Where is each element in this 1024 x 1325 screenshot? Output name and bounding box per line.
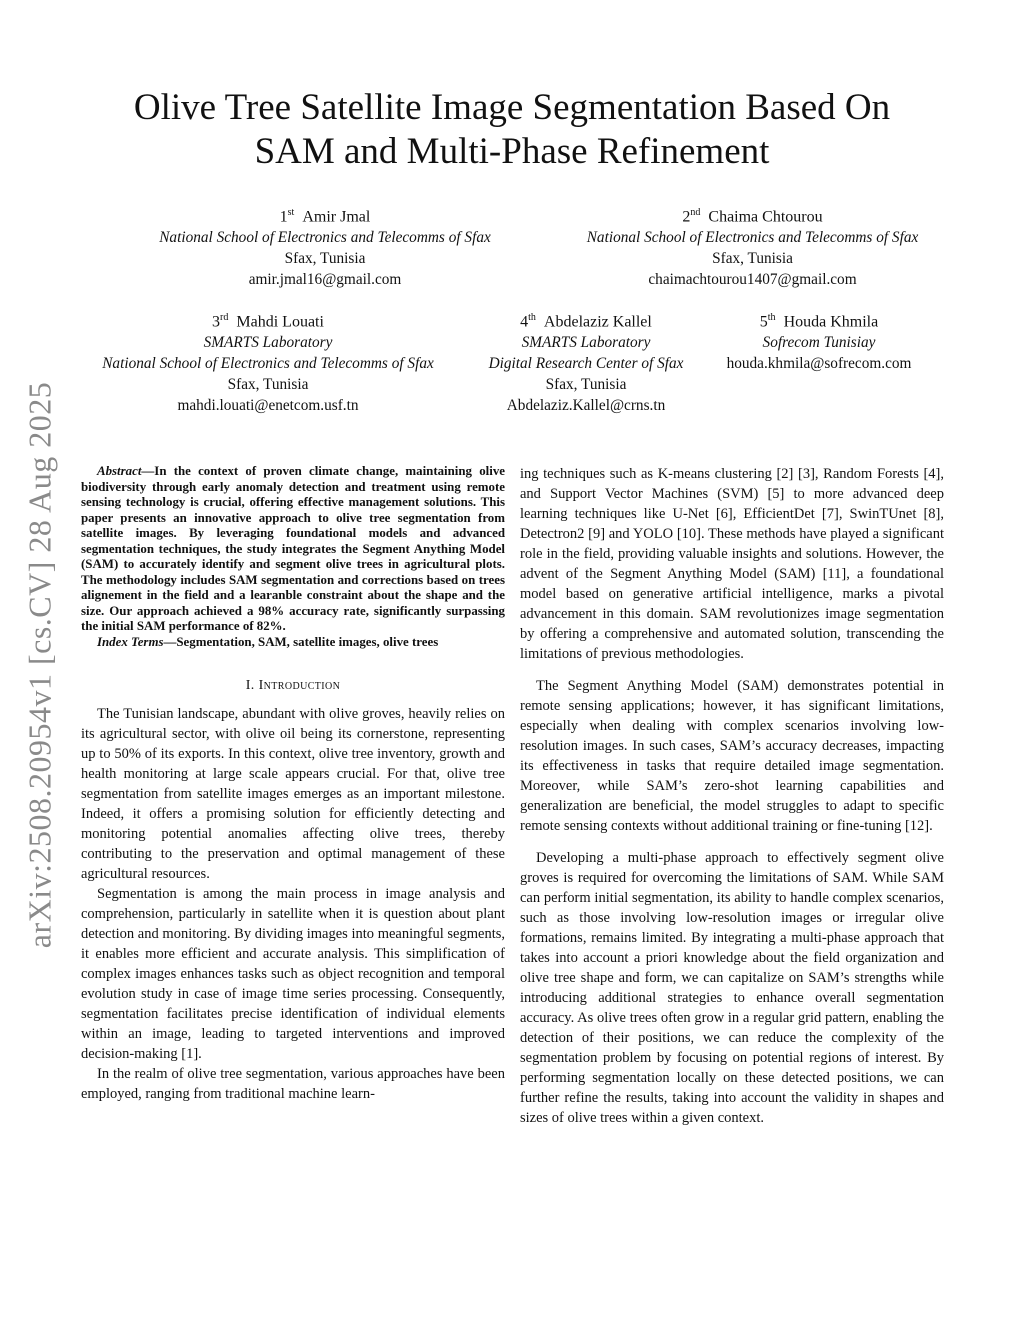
section-title: Introduction [258,678,341,693]
author-name: Mahdi Louati [236,313,324,331]
author-ordinal: 1 [279,208,288,226]
author-affiliation: National School of Electronics and Telecomms of Sfax [102,355,434,373]
right-paragraph-2: The Segment Anything Model (SAM) demonstrates potential in remote sensing applications; however, it has significant limitations, especially when dealing with complex scenarios involving low-resolution images. In such cases, SAM’s accuracy decreases, impacting its effectiveness in tasks that require detailed image segmentation. Moreover, while SAM’s zero-shot learning capabilities and generalization are beneficial, the model struggles to adapt to specific remote sensing contexts without additional training or fine-tuning [12]. [520,678,944,834]
left-column [81,464,505,1104]
author-ordinal: 2 [682,208,691,226]
author-email: mahdi.louati@enetcom.usf.tn [177,397,359,415]
author-2 [555,202,950,290]
author-city: Sfax, Tunisia [284,250,366,268]
author-ordinal: 5 [759,313,768,331]
author-email: chaimachtourou1407@gmail.com [648,271,857,289]
author-affiliation: Sofrecom Tunisiay [762,334,876,352]
section-heading [81,676,505,696]
intro-paragraph-2: Segmentation is among the main process in image analysis and comprehension, particularly in satellite when it is question about plant detection and monitoring. By dividing images into meaningful segments, it enables more efficient and accurate analysis. This simplification of complex images enhances tasks such as object recognition and temporal evolution study in case of image time series processing. Consequently, segmentation facilitates precise identification of individual elements within an image, leading to targeted interventions and improved decision-making [1]. [81,886,505,1062]
section-numeral: I. [245,678,259,693]
author-lab: SMARTS Laboratory [203,334,333,352]
author-lab: SMARTS Laboratory [521,334,651,352]
intro-paragraph-3: In the realm of olive tree segmentation, various approaches have been employed, ranging from traditional machine learn- [81,1066,505,1102]
author-name: Houda Khmila [783,313,879,331]
author-email: amir.jmal16@gmail.com [248,271,402,289]
author-ordinal-suffix: th [767,312,776,323]
author-ordinal: 4 [520,313,529,331]
arxiv-stamp [10,370,70,960]
author-3 [72,307,464,416]
index-terms-label: Index Terms [97,634,164,649]
paper-title [0,86,1024,174]
author-affiliation: Digital Research Center of Sfax [488,355,684,373]
abstract-text: —In the context of proven climate change, maintaining olive biodiversity through early anomaly detection and treatment using remote sensing technology is crucial, offering effective management solutions. This paper presents an innovative approach to olive tree segmentation from satellite images. By leveraging foundational models and advanced segmentation techniques, the study integrates the Segment Anything Model (SAM) to accurately identify and segment olive trees in agricultural plots. The methodology includes SAM segmentation and corrections based on trees alignement in the field and a learanble constraint about the shape and the size. Our approach achieved a 98% accuracy rate, significantly surpassing the initial SAM performance of 82%. [81,464,505,633]
right-column [520,464,944,1128]
index-terms-text: —Segmentation, SAM, satellite images, olive trees [163,634,439,649]
arxiv-stamp-text: arXiv:2508.20954v1 [cs.CV] 28 Aug 2025 [21,381,58,949]
author-name: Amir Jmal [302,208,371,226]
right-paragraph-3: Developing a multi-phase approach to effectively segment olive groves is required for overcoming the limitations of SAM. While SAM can perform initial segmentation, its ability to handle complex scenarios, such as those involving low-resolution images or irregular olive formations, remains limited. By integrating a multi-phase approach that takes into account a priori knowledge about the field organization and olive tree shape and form, we can capitalize on SAM’s strengths while introducing additional strategies to enhance overall segmentation accuracy. As olive trees often grow in a regular grid pattern, enabling the detection of their positions, we can reduce the complexity of the segmentation problem by focusing on potential regions of interest. By performing segmentation locally on these detected positions, we can further refine the results, taking into account the validity in shapes and sizes of olive trees within a given context. [520,850,944,1126]
author-affiliation: National School of Electronics and Telecomms of Sfax [586,229,919,247]
author-city: Sfax, Tunisia [545,376,627,394]
author-name: Chaima Chtourou [708,208,823,226]
title-line-2: SAM and Multi-Phase Refinement [254,131,770,172]
abstract [81,464,505,650]
author-ordinal: 3 [212,313,221,331]
author-5 [708,307,930,374]
author-4 [470,307,702,416]
author-1 [125,202,525,290]
author-city: Sfax, Tunisia [712,250,793,268]
right-paragraph-1: ing techniques such as K-means clustering [2] [3], Random Forests [4], and Support Vector Machines (SVM) [5] to more advanced deep learning techniques like U-Net [6], EfficientDet [7], SwinTUnet [8], Detectron2 [9] and YOLO [10]. These methods have played a significant role in the field, providing valuable insights and solutions. However, the advent of the Segment Anything Model (SAM) [11], a foundational model based on generative artificial intelligence, marks a pivotal advancement in this domain. SAM revolutionizes image segmentation by offering a comprehensive and automated solution, transcending the limitations of previous methodologies. [520,466,944,662]
title-line-1: Olive Tree Satellite Image Segmentation Based On [133,87,891,128]
author-ordinal-suffix: th [528,312,536,323]
author-ordinal-suffix: nd [690,207,701,218]
author-ordinal-suffix: st [287,207,295,218]
intro-paragraph-1: The Tunisian landscape, abundant with olive groves, heavily relies on its agricultural sector, with olive oil being its cornerstone, representing up to 50% of its exports. In this context, olive tree inventory, growth and health monitoring at large scale appears crucial. For that, olive tree segmentation from satellite images emerges as an important milestone. Indeed, it offers a promising solution for efficiently detecting and monitoring potential anomalies affecting olive trees, thereby contributing to the preservation and optimal management of these agricultural resources. [81,706,505,882]
author-city: Sfax, Tunisia [227,376,309,394]
author-email: Abdelaziz.Kallel@crns.tn [506,397,666,415]
author-name: Abdelaziz Kallel [543,313,652,331]
author-affiliation: National School of Electronics and Telecomms of Sfax [159,229,491,247]
author-ordinal-suffix: rd [220,312,229,323]
abstract-label: Abstract [97,464,142,478]
author-email: houda.khmila@sofrecom.com [726,355,912,373]
